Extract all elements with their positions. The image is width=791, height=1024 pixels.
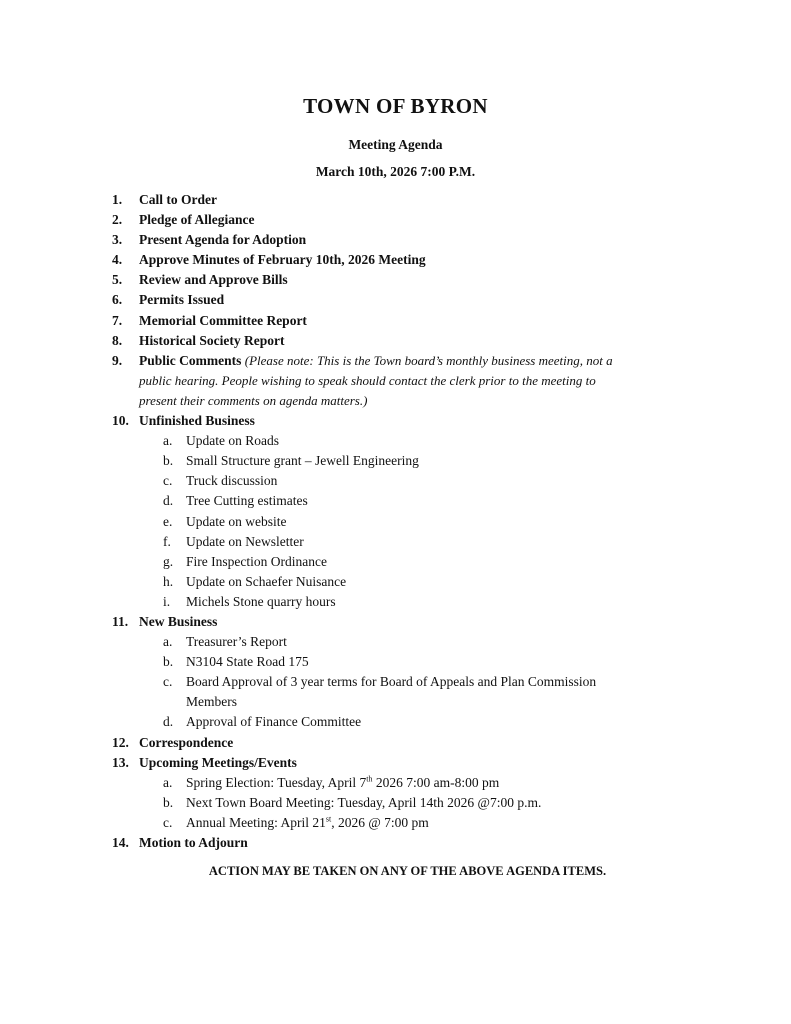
item-label: Correspondence [139,734,234,750]
sub-item-letter: b. [163,654,174,670]
item-number: 8. [112,332,123,348]
sub-item [0,712,791,732]
sub-item-letter: c. [163,814,173,830]
sub-item-letter: c. [163,674,173,690]
sub-item-letter: c. [163,473,173,489]
agenda-item-2 [0,210,791,230]
sub-item [0,491,791,511]
sub-item-letter: a. [163,433,173,449]
page-title: TOWN OF BYRON [303,94,488,118]
item-number: 9. [112,352,123,368]
public-comment-note: (Please note: This is the Town board’s monthly business meeting, not a [244,352,613,368]
item-label: Memorial Committee Report [139,312,307,328]
agenda-item-6 [0,290,791,310]
sub-item-text: Board Approval of 3 year terms for Board of Appeals and Plan Commission [186,674,597,690]
item-label: Pledge of Allegiance [139,212,255,228]
agenda-item-4 [0,250,791,270]
sub-item-text: Update on Schaefer Nuisance [186,573,347,589]
item-label: Approve Minutes of February 10th, 2026 Meeting [139,252,426,268]
sub-item [0,793,791,813]
sub-item [0,572,791,592]
agenda-item-11 [0,612,791,632]
sub-item-text: Fire Inspection Ordinance [186,553,327,569]
sub-item [0,592,791,612]
sub-item-text [186,813,429,833]
item-number: 3. [112,232,123,248]
item-number: 7. [112,312,123,328]
item-label: Permits Issued [139,292,225,308]
item-number: 2. [112,212,123,228]
action-notice: ACTION MAY BE TAKEN ON ANY OF THE ABOVE AGENDA ITEMS. [208,864,607,878]
sub-item-letter: f. [163,533,171,549]
agenda-item-12 [0,733,791,753]
sub-item [0,512,791,532]
agenda-item-5 [0,270,791,290]
sub-item [0,672,791,692]
item-label: Review and Approve Bills [139,272,288,288]
sub-item [0,552,791,572]
item-number: 14. [112,835,129,850]
item-number: 1. [112,192,123,207]
sub-item-text: Update on website [186,513,287,529]
sub-item-text: Next Town Board Meeting: Tuesday, April 14th 2026 @7:00 p.m. [186,794,542,810]
ordinal-suffix: st [325,814,332,824]
sub-item-text: Treasurer’s Report [186,634,287,650]
sub-item [0,451,791,471]
agenda-item-10 [0,411,791,431]
item-number: 10. [112,413,129,429]
item-label: Present Agenda for Adoption [139,232,307,248]
sub-item [0,813,791,833]
sub-item-text: Members [186,694,237,710]
sub-item-continuation [0,692,791,712]
item-label: Motion to Adjourn [139,835,248,850]
agenda-item-8 [0,331,791,351]
item-number: 12. [112,734,129,750]
sub-item-text-part: 2026 7:00 am-8:00 pm [372,774,500,790]
item-label: Upcoming Meetings/Events [139,754,297,770]
sub-item-text: Small Structure grant – Jewell Engineering [186,453,419,469]
item-label-with-note [139,351,613,371]
sub-item-letter: e. [163,513,173,529]
sub-item-text: Update on Newsletter [186,533,304,549]
sub-item-text-part: , 2026 @ 7:00 pm [331,814,429,830]
sub-item [0,632,791,652]
sub-item-text [186,773,499,793]
sub-item-text-part: Spring Election: Tuesday, April 7 [186,774,367,790]
sub-item-letter: a. [163,634,173,650]
sub-item-letter: d. [163,493,174,509]
agenda-item-1 [0,190,791,210]
agenda-item-13 [0,753,791,773]
item-number: 4. [112,252,123,268]
item-number: 6. [112,292,123,308]
ordinal-suffix: th [366,774,373,784]
sub-item [0,532,791,552]
sub-item-text: Truck discussion [186,473,278,489]
meeting-date: March 10th, 2026 7:00 P.M. [315,164,476,179]
sub-item-text: N3104 State Road 175 [186,654,309,670]
item-number: 13. [112,754,129,770]
sub-item-letter: a. [163,774,173,790]
agenda-item-7 [0,311,791,331]
item-label: Unfinished Business [139,413,255,429]
sub-item [0,431,791,451]
sub-item-text: Approval of Finance Committee [186,714,362,730]
agenda-item-3 [0,230,791,250]
sub-item-text: Update on Roads [186,433,279,449]
agenda-item-9-note-line-2 [0,371,791,391]
item-number: 5. [112,272,123,288]
sub-item [0,773,791,793]
item-label: Public Comments [139,352,242,368]
sub-item [0,652,791,672]
sub-item-text: Tree Cutting estimates [186,493,308,509]
agenda-item-9 [0,351,791,371]
agenda-list [0,190,791,853]
item-label: Historical Society Report [139,332,285,348]
sub-item-letter: g. [163,553,174,569]
sub-item-text: Michels Stone quarry hours [186,593,336,609]
agenda-item-9-note-line-3 [0,391,791,411]
public-comment-note: present their comments on agenda matters.) [139,392,368,408]
agenda-item-14 [0,833,791,853]
sub-item-letter: d. [163,714,174,730]
sub-item-text-part: Annual Meeting: April 21 [186,814,326,830]
sub-item [0,471,791,491]
item-label: New Business [139,613,218,629]
document-subtitle: Meeting Agenda [348,137,443,152]
sub-item-letter: i. [163,593,171,609]
item-label: Call to Order [139,192,217,207]
sub-item-letter: b. [163,794,174,810]
sub-item-letter: b. [163,453,174,469]
sub-item-letter: h. [163,573,174,589]
item-number: 11. [112,613,129,629]
public-comment-note: public hearing. People wishing to speak should contact the clerk prior to the meeting to [139,372,596,388]
